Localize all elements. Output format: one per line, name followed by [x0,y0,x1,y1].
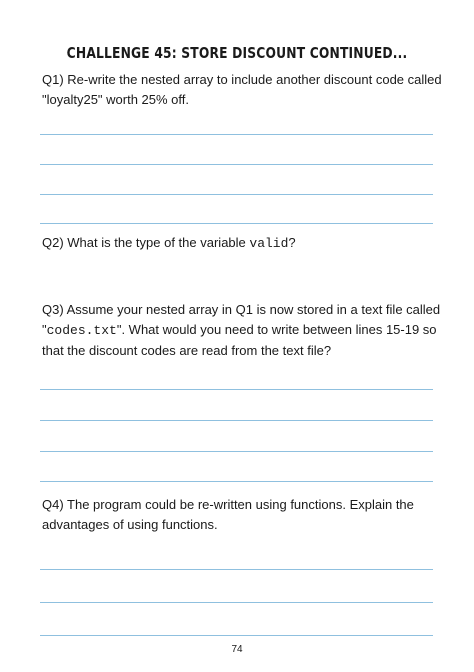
answer-line [40,194,433,195]
answer-line [40,389,433,390]
question-3 [42,300,442,361]
answer-line [40,223,433,224]
question-3-text: Q3) Assume your nested array in Q1 is now stored in a text file called " [42,302,441,337]
answer-line [40,481,433,482]
answer-line [40,451,433,452]
question-3-code: codes.txt [46,323,117,338]
page-title: CHALLENGE 45: STORE DISCOUNT CONTINUED... [66,44,408,62]
answer-line [40,602,433,603]
question-2 [42,233,442,254]
question-2-suffix: ? [288,235,296,250]
answer-line [40,164,433,165]
question-3-suffix: ". What would you need to write between lines 15-19 so that the discount codes are read from the text file? [42,322,437,358]
answer-line [40,635,433,636]
question-2-code: valid [249,236,289,251]
question-4: Q4) The program could be re-written using functions. Explain the advantages of using functions. [42,497,414,532]
answer-line [40,420,433,421]
question-2-text: Q2) What is the type of the variable [42,235,250,250]
answer-line [40,134,433,135]
page-number: 74 [231,644,243,655]
answer-line [40,569,433,570]
question-1: Q1) Re-write the nested array to include another discount code called "loyalty25" worth 25% off. [42,72,442,107]
